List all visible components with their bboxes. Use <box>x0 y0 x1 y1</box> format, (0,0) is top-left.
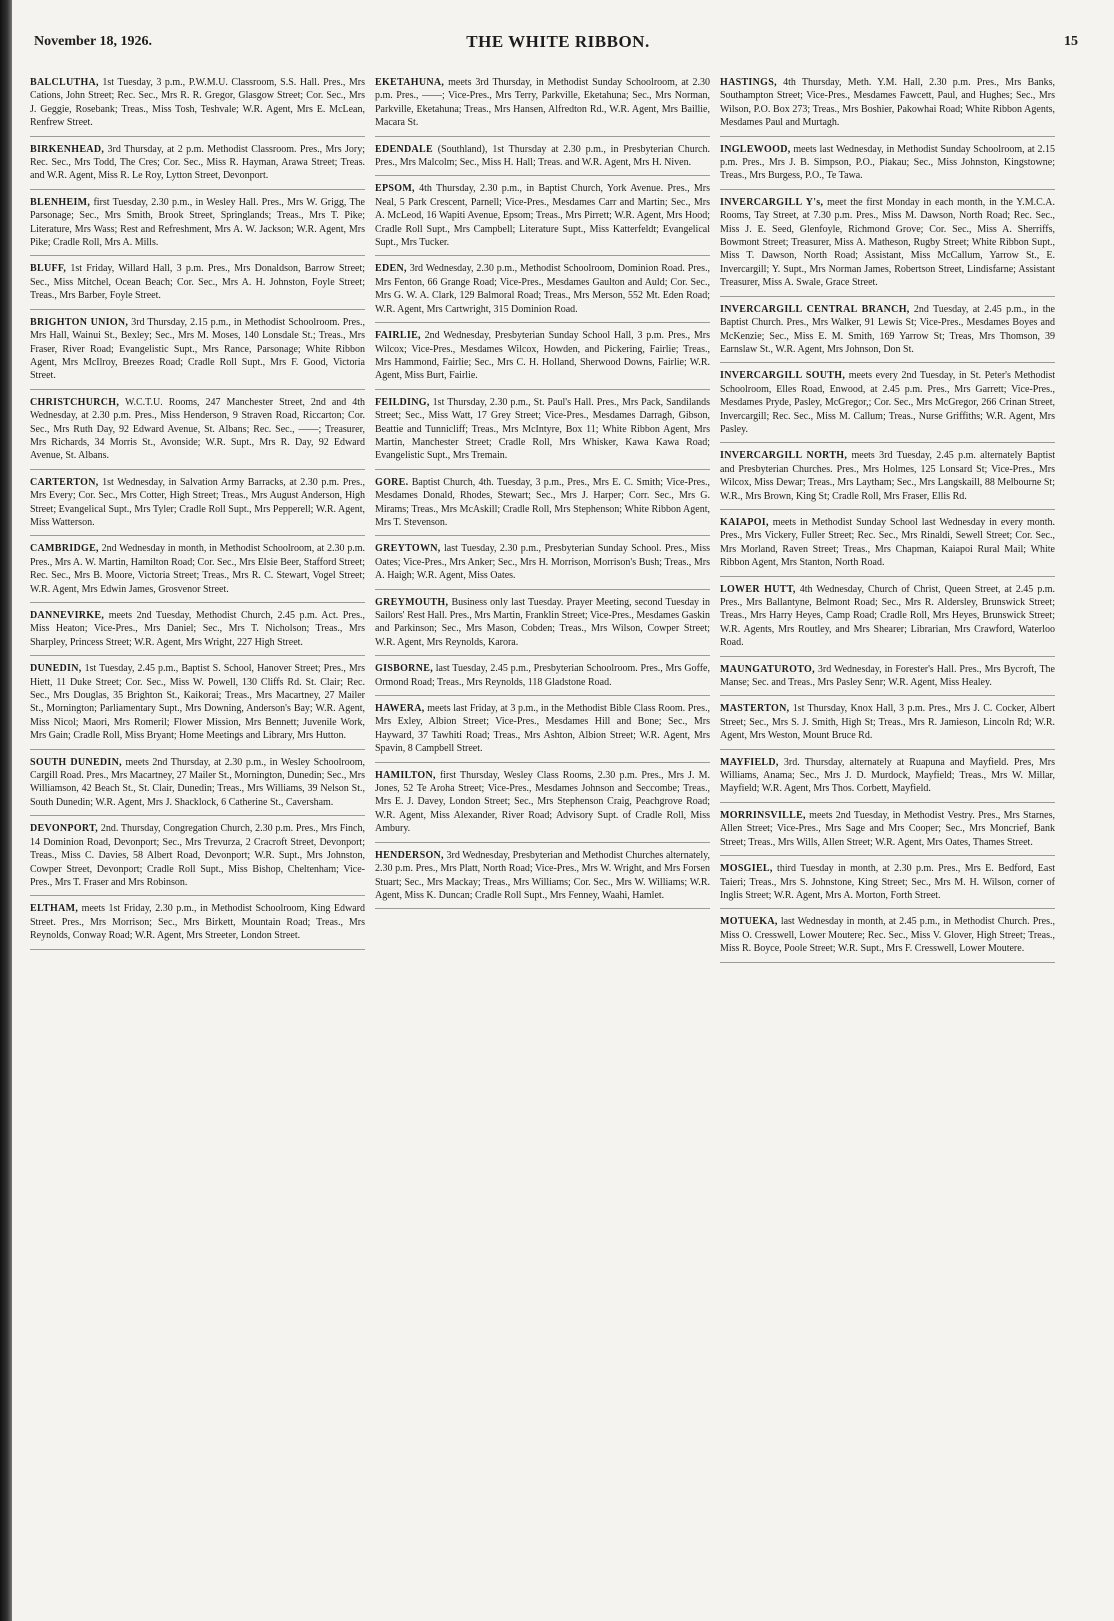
branch-entry <box>30 316 365 390</box>
branch-name: EDEN, <box>375 263 407 275</box>
branch-details: 4th Thursday, 2.30 p.m., in Baptist Church, York Avenue. Pres., Mrs Neal, 5 Park Crescent, Parnell; Vice-Pres., Mesdames Carr and Martin; Sec., Mrs A. McLeod, 16 Wapiti Avenue, Epsom; Treas., Mrs Pirrett; W.R. Agent, Mrs Hood; Cradle Roll Supt., Mrs Campbell; Literature Supt., Miss Katterfeldt; Evangelical Supt., Mrs Tucker. <box>375 183 710 249</box>
branch-details: 2nd. Thursday, Congregation Church, 2.30 p.m. Pres., Mrs Finch, 14 Dominion Road, Devonport; Sec., Mrs Trevurza, 2 Cracroft Street, Devonport; Treas., Miss C. Davies, 58 Albert Road, Devonport; W.R. Supt., Mrs Johnston, Cowper Street, Devonport; Cradle Roll Supt., Miss Bishop, Cheltenham; Vice-Pres., Mrs T. Fraser and Mrs Robinson. <box>30 823 365 888</box>
page-number: 15 <box>1064 34 1078 49</box>
branch-details: meets 2nd Tuesday, in Methodist Vestry. Pres., Mrs Starnes, Allen Street; Vice-Pres., Mrs Sage and Mrs Cooper; Sec., Mrs Moncrief, Bank Street; Treas., Mrs Wills, Allen Street; W.R. Agent, Mrs Oates, Thames Street. <box>720 809 1055 848</box>
branch-name: KAIAPOI, <box>720 516 769 528</box>
branch-name: GREYTOWN, <box>375 543 441 555</box>
branch-entry <box>375 76 710 137</box>
branch-entry <box>720 915 1055 962</box>
branch-details: 1st Tuesday, 3 p.m., P.W.M.U. Classroom, S.S. Hall. Pres., Mrs Cations, John Street; Rec. Sec., Mrs R. R. Gregor, Glasgow Street; Cor. Sec., Mrs J. Geggie, Rosebank; Treas., Miss Tosh, Teshvale; W.R. Agent, Mrs E. McLean, Renfrew Street. <box>30 77 365 129</box>
branch-name: GISBORNE, <box>375 663 433 675</box>
branch-name: GORE. <box>375 476 409 488</box>
branch-name: EKETAHUNA, <box>375 77 445 88</box>
branch-name: HAMILTON, <box>375 769 436 781</box>
column-3 <box>720 76 1055 1611</box>
branch-details: 3rd Thursday, at 2 p.m. Methodist Classroom. Pres., Mrs Jory; Rec. Sec., Mrs Todd, The Cres; Cor. Sec., Miss R. Hayman, Arawa Street; Treas. and W.R. Agent, Miss R. Le Roy, Lytton Street, Devonport. <box>30 143 365 182</box>
branch-details: Baptist Church, 4th. Tuesday, 3 p.m., Pres., Mrs E. C. Smith; Vice-Pres., Mesdames Donald, Rhodes, Stewart; Sec., Mrs J. Harper; Corr. Sec., Mrs G. Mirams; Treas., Mrs McAskill; Cradle Roll, Mrs Stephenson; White Ribbon Agent, Mrs T. Stevenson. <box>375 476 710 528</box>
branch-name: HENDERSON, <box>375 849 444 861</box>
branch-entry <box>375 596 710 657</box>
branch-name: INVERCARGILL CENTRAL BRANCH, <box>720 303 910 315</box>
branch-entry <box>375 662 710 696</box>
branch-name: DUNEDIN, <box>30 663 82 675</box>
branch-entry <box>375 476 710 537</box>
branch-entry <box>720 196 1055 297</box>
branch-entry <box>30 542 365 603</box>
branch-name: LOWER HUTT, <box>720 583 796 595</box>
branch-entry <box>30 902 365 949</box>
branch-details: 2nd Wednesday in month, in Methodist Schoolroom, at 2.30 p.m. Pres., Mrs A. W. Martin, Hamilton Road; Cor. Sec., Mrs Elsie Beer, Stafford Street; Rec. Sec., Mrs B. Moore, Victoria Street; Treas., Mrs R. C. Stewart, Vogel Street; W.R. Agent, Mrs Edwin James, Grosvenor Street. <box>30 543 365 595</box>
branch-name: INGLEWOOD, <box>720 143 791 155</box>
column-2 <box>375 76 710 1611</box>
branch-details: meets last Wednesday, in Methodist Sunday Schoolroom, at 2.15 p.m. Pres., Mrs J. B. Simpson, P.O., Piakau; Sec., Miss Johnston, Kingstowne; Treas., Mrs Burgess, P.O., Te Tawa. <box>720 143 1055 182</box>
branch-details: 4th Thursday, Meth. Y.M. Hall, 2.30 p.m. Pres., Mrs Banks, Southampton Street; Vice-Pres., Mesdames Fawcett, Paul, and Hughes; Sec., Mrs Wilson, P.O. Box 273; Treas., Mrs Boshier, Pakowhai Road; White Ribbon Agents, Mesdames Paul and Murtagh. <box>720 77 1055 129</box>
branch-entry <box>375 542 710 589</box>
branch-entry <box>375 849 710 910</box>
branch-entry <box>720 303 1055 364</box>
branch-name: ELTHAM, <box>30 903 79 915</box>
issue-date: November 18, 1926. <box>34 34 152 49</box>
branch-entry <box>30 76 365 137</box>
branch-details: meets 3rd Tuesday, 2.45 p.m. alternately Baptist and Presbyterian Churches. Pres., Mrs Holmes, 125 Lonsard St; Vice-Pres., Mrs Wilcox, Miss Dewar; Treas., Mrs Laytham; Sec., Mrs Langskaill, 88 Melbourne St; W.R., Mrs Brown, King St; Cradle Roll, Mrs Fraser, Ellis Rd. <box>720 450 1055 502</box>
branch-details: 4th Wednesday, Church of Christ, Queen Street, at 2.45 p.m. Pres., Mrs Ballantyne, Belmont Road; Sec., Mrs R. Aldersley, Brunswick Street; Treas., Mrs Harry Heyes, Camp Road; Cradle Roll, Mrs Heyes, Brunswick Street; W.R. Agents, Mrs Routley, and Mrs Shearer; Librarian, Mrs Crawford, Waterloo Road. <box>720 583 1055 649</box>
branch-details: meets last Friday, at 3 p.m., in the Methodist Bible Class Room. Pres., Mrs Exley, Albion Street; Vice-Pres., Mesdames Hill and Bone; Sec., Mrs Hayward, 37 Tawhiti Road; Treas., Mrs Ashton, Albion Street; W.R. Agent, Mrs Spavin, 8 Campbell Street. <box>375 703 710 755</box>
branch-name: GREYMOUTH, <box>375 596 449 608</box>
branch-name: MAYFIELD, <box>720 756 779 768</box>
branch-name: EPSOM, <box>375 183 415 195</box>
branch-entry <box>720 76 1055 137</box>
column-1 <box>30 76 365 1611</box>
branch-name: INVERCARGILL NORTH, <box>720 450 848 462</box>
branch-name: BALCLUTHA, <box>30 77 99 88</box>
branch-details: first Thursday, Wesley Class Rooms, 2.30 p.m. Pres., Mrs J. M. Jones, 52 Te Aroha Street; Vice-Pres., Mesdames Johnson and Seccombe; Treas., Mrs E. J. Davey, London Street; Sec., Mrs Stephenson Craig, Peachgrove Road; W.R. Agent, Miss Alexander, River Road; Advisory Supt. of Cradle Roll, Miss Ambury. <box>375 769 710 835</box>
branch-name: HAWERA, <box>375 703 425 715</box>
branch-details: 3rd Wednesday, 2.30 p.m., Methodist Schoolroom, Dominion Road. Pres., Mrs Fenton, 66 Grange Road; Vice-Pres., Mesdames Gaulton and Auld; Cor. Sec., Mrs G. W. A. Clark, 129 Balmoral Road; Treas., Mrs Merson, 552 Mt. Eden Road; W.R. Agent, Mrs Cartwright, 315 Dominion Road. <box>375 263 710 315</box>
branch-entry <box>375 143 710 177</box>
branch-entry <box>720 583 1055 657</box>
branch-details: 1st Tuesday, 2.45 p.m., Baptist S. School, Hanover Street; Pres., Mrs Hiett, 11 Duke Street; Cor. Sec., Miss W. Powell, 130 Cliffs Rd. St. Clair; Rec. Sec., Mrs Douglas, 35 Brighton St., Kaikorai; Treas., Mrs Macartney, 27 Mailer St., Mornington; Parliamentary Supt., Mrs Downing, Anderson's Bay; W.R. Agent, Miss Nicol; Maori, Mrs Romeril; Flower Mission, Mrs Bennett; Juvenile Work, Mrs Gain; Cradle Roll, Miss Bryant; Home Meetings and Library, Mrs Hutton. <box>30 663 365 742</box>
branch-name: MORRINSVILLE, <box>720 809 806 821</box>
branch-details: 3rd Wednesday, in Forester's Hall. Pres., Mrs Bycroft, The Manse; Sec. and Treas., Mrs Pasley Senr; W.R. Agent, Miss Healey. <box>720 663 1055 689</box>
branch-entry <box>720 143 1055 190</box>
branch-name: CARTERTON, <box>30 476 99 488</box>
branch-details: 1st Friday, Willard Hall, 3 p.m. Pres., Mrs Donaldson, Barrow Street; Sec., Miss Mitchel, Ocean Beach; Cor. Sec., Mrs A. H. Johnston, Foyle Street; Treas., Mrs Barber, Foyle Street. <box>30 263 365 302</box>
branch-entry <box>375 396 710 470</box>
branch-entry <box>375 182 710 256</box>
branch-entry <box>30 143 365 190</box>
branch-entry <box>720 369 1055 443</box>
branch-details: third Tuesday in month, at 2.30 p.m. Pres., Mrs E. Bedford, East Taieri; Treas., Mrs S. Johnstone, King Street; Sec., Mrs M. H. Wilson, corner of Inglis Street; W.R. Agent, Mrs A. Morton, Forth Street. <box>720 863 1055 901</box>
branch-name: DANNEVIRKE, <box>30 610 105 621</box>
branch-entry <box>720 756 1055 803</box>
branch-entry <box>720 809 1055 856</box>
branch-entry <box>375 769 710 843</box>
branch-details: last Wednesday in month, at 2.45 p.m., in Methodist Church. Pres., Miss O. Cresswell, Lower Moutere; Rec. Sec., Miss V. Glover, High Street; Treas., Miss R. Boyce, Poole Street; W.R. Supt., Mrs F. Cresswell, Lower Moutere. <box>720 916 1055 955</box>
branch-entry <box>30 822 365 896</box>
branch-entry <box>720 702 1055 749</box>
branch-entry <box>30 756 365 817</box>
branch-entry <box>30 609 365 656</box>
branch-details: W.C.T.U. Rooms, 247 Manchester Street, 2nd and 4th Wednesday, at 2.30 p.m. Pres., Miss Henderson, 9 Straven Road, Riccarton; Cor. Sec., Mrs Ruth Day, 92 Edward Avenue, St. Albans; Rec. Sec., ——; Treasurer, Mrs Richards, 34 Morris St., Avonside; W.R. Supt., Mrs R. Day, 92 Edward Avenue, St. Albans. <box>30 396 365 462</box>
branch-details: meets 3rd Thursday, in Methodist Sunday Schoolroom, at 2.30 p.m. Pres., ——; Vice-Pres., Mrs Terry, Parkville, Eketahuna; Sec., Mrs Norman, Parkville, Eketahuna; Treas., Mrs Hansen, Alfredton Rd., W.R. Agent, Mrs Baillie, Macara St. <box>375 77 710 129</box>
branch-details: meets 2nd Thursday, at 2.30 p.m., in Wesley Schoolroom, Cargill Road. Pres., Mrs Macartney, 27 Mailer St., Mornington, Dunedin; Sec., Mrs Williamson, 42 Beach St., St. Clair, Dunedin; Treas., Mrs Williams, 39 Nelson St., South Dunedin; W.R. Agent, Mrs J. Shacklock, 6 Catherine St., Caversham. <box>30 756 365 808</box>
branch-directory <box>30 76 1090 1611</box>
branch-name: FAIRLIE, <box>375 330 421 342</box>
branch-details: 1st Thursday, 2.30 p.m., St. Paul's Hall. Pres., Mrs Pack, Sandilands Street; Sec., Miss Watt, 17 Grey Street; Vice-Pres., Mesdames Darragh, Gibson, Beattie and Tunnicliff; Treas., Mrs McIntyre, Box 11; White Ribbon Agent, Mrs Martin, Manchester Street; Cradle Roll, Mrs Whisker, Kawa Kawa Road; Evangelistic Supt., Mrs Tremain. <box>375 396 710 462</box>
branch-details: 2nd Wednesday, Presbyterian Sunday School Hall, 3 p.m. Pres., Mrs Wilcox; Vice-Pres., Mesdames Wilcox, Howden, and Pickering, Fairlie; Treas., Mrs Hammond, Fairlie; Sec., Mrs C. H. Holland, Sherwood Downs, Fairlie; W.R. Agent, Miss Burt, Fairlie. <box>375 330 710 382</box>
branch-name: MOTUEKA, <box>720 916 778 928</box>
branch-details: Business only last Tuesday. Prayer Meeting, second Tuesday in Sailors' Rest Hall. Pres., Mrs Martin, Franklin Street; Vice-Pres., Mesdames Gaskin and Parkinson; Sec., Mrs Mason, Cobden; Treas., Mrs Wilson, Cowper Street; W.R. Agent, Mrs Reynolds, Karora. <box>375 596 710 648</box>
branch-name: DEVONPORT, <box>30 823 99 835</box>
branch-details: first Tuesday, 2.30 p.m., in Wesley Hall. Pres., Mrs W. Grigg, The Parsonage; Sec., Mrs Smith, Brook Street, Springlands; Treas., Mrs T. Pike; Literature, Mrs Wass; Rest and Refreshment, Mrs A. W. Jackson; W.R. Agent, Mrs Pike; Cradle Roll, Mrs A. Mills. <box>30 196 365 249</box>
branch-name: CAMBRIDGE, <box>30 543 99 555</box>
branch-details: meets every 2nd Tuesday, in St. Peter's Methodist Schoolroom, Elles Road, Enwood, at 2.45 p.m. Pres., Mrs Garrett; Vice-Pres., Mesdames Pryde, Pasley, McGregor,; Cor. Sec., Mrs McGregor, 266 Crinan Street, Invercargill; Rec. Sec., Miss M. Callum; Treas., Nurse Griffiths; W.R. Agent, Mrs Pasley. <box>720 370 1055 435</box>
branch-name: BLENHEIM, <box>30 196 91 208</box>
branch-entry <box>720 449 1055 510</box>
branch-entry <box>375 262 710 323</box>
branch-details: meets in Methodist Sunday School last Wednesday in every month. Pres., Mrs Vickery, Fuller Street; Rec. Sec., Mrs Rinaldi, Sewell Street; Cor. Sec., Mrs Morland, Raven Street; Treas., Mrs Chapman, Kaiapoi Rural Mail; White Ribbon Agent, Mrs Stanton, North Road. <box>720 516 1055 569</box>
binding-spine <box>0 0 12 1621</box>
branch-name: SOUTH DUNEDIN, <box>30 756 122 768</box>
branch-details: 2nd Tuesday, at 2.45 p.m., in the Baptist Church. Pres., Mrs Walker, 91 Lewis St; Vice-Pres., Mesdames Boyes and McKenzie; Sec., Miss E. M. Smith, 169 Yarrow St; Treas, Mrs Thomson, 39 Earnslaw St., W.R. Agent, Mrs Johnson, Don St. <box>720 303 1055 355</box>
branch-entry <box>30 396 365 470</box>
branch-entry <box>375 329 710 390</box>
publication-title: THE WHITE RIBBON. <box>466 32 650 51</box>
branch-name: MOSGIEL, <box>720 863 773 875</box>
branch-details: last Tuesday, 2.45 p.m., Presbyterian Schoolroom. Pres., Mrs Goffe, Ormond Road; Treas., Mrs Reynolds, 118 Gladstone Road. <box>375 663 710 688</box>
branch-details: meets 2nd Tuesday, Methodist Church, 2.45 p.m. Act. Pres., Miss Heaton; Vice-Pres., Mrs Daniel; Sec., Mrs T. Nicholson; Treas., Mrs Sharpley, Princess Street; W.R. Agent, Mrs Wright, 227 High Street. <box>30 610 365 648</box>
branch-details: 3rd Wednesday, Presbyterian and Methodist Churches alternately, 2.30 p.m. Pres., Mrs Platt, North Road; Vice-Pres., Mrs W. Wright, and Mrs Forsen Stuart; Sec., Mrs Mackay; Treas., Mrs Williams; Cor. Sec., Mrs W. Williams; W.R. Agent, Miss K. Duncan; Cradle Roll Supt., Mrs Fenney, Waahi, Hamlet. <box>375 849 710 901</box>
branch-entry <box>720 862 1055 909</box>
branch-entry <box>720 516 1055 577</box>
branch-details: last Tuesday, 2.30 p.m., Presbyterian Sunday School. Pres., Miss Oates; Vice-Pres., Mrs Anker; Sec., Mrs H. Morrison, Morrison's Bush; Treas., Mrs A. Haigh; W.R. Agent, Miss Oates. <box>375 543 710 582</box>
branch-entry <box>720 663 1055 697</box>
branch-name: CHRISTCHURCH, <box>30 396 120 408</box>
branch-details: 3rd Thursday, 2.15 p.m., in Methodist Schoolroom. Pres., Mrs Hall, Wainui St., Bexley; Sec., Mrs M. Moses, 140 Lonsdale St.; Treas., Mrs Fraser, River Road; Evangelistic Supt., Mrs Rance, Parsonage; White Ribbon Agent, Mrs McIlroy, Breezes Road; Cradle Roll Supt., Mrs F. Good, Victoria Street. <box>30 316 365 382</box>
branch-name: EDENDALE <box>375 143 433 155</box>
branch-details: 1st Thursday, Knox Hall, 3 p.m. Pres., Mrs J. C. Cocker, Albert Street; Sec., Mrs S. J. Smith, High St; Treas., Mrs R. Jamieson, Lincoln Rd; W.R. Agent, Mrs Weston, Mount Bruce Rd. <box>720 703 1055 742</box>
branch-name: BIRKENHEAD, <box>30 143 105 155</box>
branch-details: 1st Wednesday, in Salvation Army Barracks, at 2.30 p.m. Pres., Mrs Every; Cor. Sec., Mrs Cotter, High Street; Treas., Mrs August Anderson, High Street; Evangelical Supt., Mrs Tyler; Cradle Roll Supt., Mrs Pepperell; W.R. Agent, Miss Watterson. <box>30 476 365 528</box>
branch-entry <box>375 702 710 763</box>
page-header <box>28 28 1088 58</box>
branch-details: meet the first Monday in each month, in the Y.M.C.A. Rooms, Tay Street, at 7.30 p.m. Pres., Miss M. Dawson, North Road; Rec. Sec., Miss J. E. Seed, Glenfoyle, Richmond Grove; Cor. Sec., Miss A. Sherriffs, Bowmont Street; Treasurer, Miss A. Matheson, Rugby Street; White Ribbon Supt., Miss T. Dawson, North Road; Assistant, Miss McCallum, Yarrow St., E. Invercargill; Y. Supt., Mrs Norman James, Robertson Street, Lindisfarne; Assistant Treasurer, Miss A. Swale, Grace Street. <box>720 196 1055 289</box>
branch-name: HASTINGS, <box>720 77 777 88</box>
branch-details: (Southland), 1st Thursday at 2.30 p.m., in Presbyterian Church. Pres., Mrs Malcolm; Sec., Miss H. Hall; Treas. and W.R. Agent, Mrs H. Niven. <box>375 143 710 169</box>
branch-entry <box>30 662 365 749</box>
branch-entry <box>30 262 365 309</box>
branch-name: MAUNGATUROTO, <box>720 663 815 675</box>
branch-name: BRIGHTON UNION, <box>30 316 129 328</box>
branch-name: FEILDING, <box>375 396 430 408</box>
branch-entry <box>30 476 365 537</box>
branch-name: INVERCARGILL SOUTH, <box>720 370 846 382</box>
branch-details: 3rd. Thursday, alternately at Ruapuna and Mayfield. Pres, Mrs Williams, Anama; Sec., Mrs J. D. Murdock, Mayfield; Treas., Mrs W. Millar, Mayfield; W.R. Agent, Mrs Thos. Corbett, Mayfield. <box>720 756 1055 795</box>
branch-name: INVERCARGILL Y's, <box>720 196 824 208</box>
branch-details: meets 1st Friday, 2.30 p.m., in Methodist Schoolroom, King Edward Street. Pres., Mrs Morrison; Sec., Mrs Birkett, Mountain Road; Treas., Mrs Reynolds, Conway Road; W.R. Agent, Mrs Streeter, London Street. <box>30 903 365 942</box>
branch-name: BLUFF, <box>30 263 67 275</box>
branch-name: MASTERTON, <box>720 703 790 715</box>
branch-entry <box>30 196 365 257</box>
